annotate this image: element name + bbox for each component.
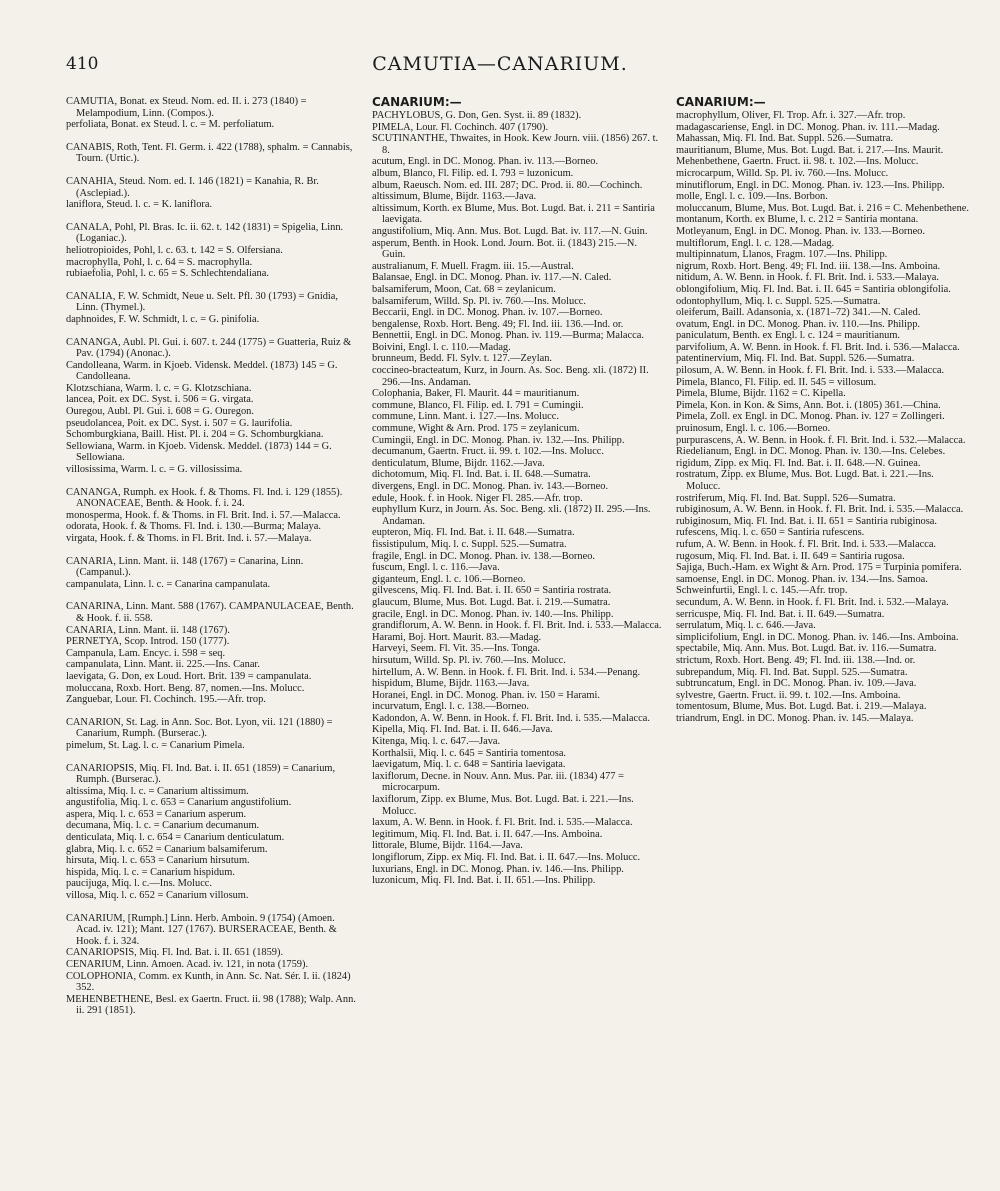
entry-line: nigrum, Roxb. Hort. Beng. 49; Fl. Ind. iii. 138.—Ins. Amboina. <box>676 260 941 272</box>
entry-line: simplicifolium, Engl. in DC. Monog. Phan. iv. 146.—Ins. Amboina. <box>676 631 959 643</box>
entry-line: CANALA, Pohl, Pl. Bras. Ic. ii. 62. t. 142 (1831) = Spigelia, Linn. (Loganiac.). <box>66 221 344 245</box>
entry-group <box>66 601 358 705</box>
entry-line: campanulata, Linn. Mant. ii. 225.—Ins. Canar. <box>66 659 260 671</box>
entry-line: perfoliata, Bonat. ex Steud. l. c. = M. perfoliatum. <box>66 119 275 131</box>
entry-line: hispidum, Blume, Bijdr. 1163.—Java. <box>372 678 530 690</box>
entry-line: gilvescens, Miq. Fl. Ind. Bat. i. II. 650 = Santiria rostrata. <box>372 585 612 597</box>
entry-line: laevigata, G. Don, ex Loud. Hort. Brit. 139 = campanulata. <box>66 670 312 682</box>
entry-group <box>66 717 358 752</box>
entry-line: MEHENBETHENE, Besl. ex Gaertn. Fruct. ii. 98 (1788); Walp. Ann. ii. 291 (1851). <box>66 993 356 1017</box>
entry-line: incurvatum, Engl. l. c. 138.—Borneo. <box>372 701 529 713</box>
entry-line: euphyllum Kurz, in Journ. As. Soc. Beng. xli. (1872) II. 295.—Ins. Andaman. <box>372 504 651 527</box>
entry-line: minutiflorum, Engl. in DC. Monog. Phan. iv. 123.—Ins. Philipp. <box>676 179 945 191</box>
entry-line: Beccarii, Engl. in DC. Monog. Phan. iv. 107.—Borneo. <box>372 307 603 319</box>
entry-line: montanum, Korth. ex Blume, l. c. 212 = Santiria montana. <box>676 214 919 226</box>
entry-line: Riedelianum, Engl. in DC. Monog. Phan. iv. 130.—Ins. Celebes. <box>676 446 946 458</box>
entry-line: daphnoides, F. W. Schmidt, l. c. = G. pinifolia. <box>66 313 260 325</box>
entry-line: littorale, Blume, Bijdr. 1164.—Java. <box>372 840 523 852</box>
entry-line: pilosum, A. W. Benn. in Hook. f. Fl. Brit. Ind. i. 533.—Malacca. <box>676 365 945 377</box>
entry-line: fissistipulum, Miq. l. c. Suppl. 525.—Sumatra. <box>372 538 567 550</box>
entry-line: altissima, Miq. l. c. = Canarium altissimum. <box>66 785 249 797</box>
entry-line: PERNETYA, Scop. Introd. 150 (1777). <box>66 636 230 648</box>
entry-line: PIMELA, Lour. Fl. Cochinch. 407 (1790). <box>372 121 549 133</box>
entry-line: moluccanum, Blume, Mus. Bot. Lugd. Bat. i. 216 = C. Mehenbethene. <box>676 202 970 214</box>
entry-line: rubiginosum, A. W. Benn. in Hook. f. Fl. Brit. Ind. i. 535.—Malacca. <box>676 504 964 516</box>
entry-line: balsamiferum, Willd. Sp. Pl. iv. 760.—Ins. Molucc. <box>372 295 587 307</box>
entry-line: hirsutum, Willd. Sp. Pl. iv. 760.—Ins. Molucc. <box>372 654 566 666</box>
entry-line: virgata, Hook. f. & Thoms. in Fl. Brit. Ind. i. 57.—Malaya. <box>66 533 312 544</box>
entry-line: coccineo-bracteatum, Kurz, in Journ. As. Soc. Beng. xli. (1872) II. 296.—Ins. Andaman. <box>372 365 649 388</box>
entry-line: Bennettii, Engl. in DC. Monog. Phan. iv. 119.—Burma; Malacca. <box>372 330 644 342</box>
entry-line: Sellowiana, Warm. in Kjoeb. Vidensk. Meddel. (1873) 144 = G. Sellowiana. <box>66 440 332 464</box>
entry-line: multiflorum, Engl. l. c. 128.—Madag. <box>676 237 835 249</box>
entry-line: oblongifolium, Miq. Fl. Ind. Bat. i. II. 645 = Santiria oblongifolia. <box>676 283 951 295</box>
entry-line: ovatum, Engl. in DC. Monog. Phan. iv. 110.—Ins. Philipp. <box>676 318 920 330</box>
entry-line: Klotzschiana, Warm. l. c. = G. Klotzschiana. <box>66 382 252 394</box>
entry-line: Harveyi, Seem. Fl. Vit. 35.—Ins. Tonga. <box>372 643 540 655</box>
entry-group <box>66 763 358 902</box>
entry-line: pseudolancea, Poit. ex DC. Syst. i. 507 = G. laurifolia. <box>66 417 293 429</box>
entry-line: Campanula, Lam. Encyc. i. 598 = seq. <box>66 647 226 659</box>
entry-line: Candolleana, Warm. in Kjoeb. Vidensk. Meddel. (1873) 145 = G. Candolleana. <box>66 359 338 383</box>
entry-line: fuscum, Engl. l. c. 116.—Java. <box>372 562 500 574</box>
entry-line: acutum, Engl. in DC. Monog. Phan. iv. 113.—Borneo. <box>372 156 599 168</box>
entry-line: rufum, A. W. Benn. in Hook. f. Fl. Brit. Ind. i. 533.—Malacca. <box>676 538 937 550</box>
entry-line: SCUTINANTHE, Thwaites, in Hook. Kew Journ. viii. (1856) 267. t. 8. <box>372 133 659 156</box>
entry-line: microcarpum, Willd. Sp. Pl. iv. 760.—Ins. Molucc. <box>676 167 889 179</box>
entry-group <box>66 96 358 131</box>
entry-line: Mehenbethene, Gaertn. Fruct. ii. 98. t. 102.—Ins. Molucc. <box>676 156 919 168</box>
entry-line: rubiginosum, Miq. Fl. Ind. Bat. i. II. 651 = Santiria rubiginosa. <box>676 515 937 527</box>
entry-line: Cumingii, Engl. in DC. Monog. Phan. iv. 132.—Ins. Philipp. <box>372 434 625 446</box>
entry-line: hispida, Miq. l. c. = Canarium hispidum. <box>66 866 235 878</box>
entry-line: rugosum, Miq. Fl. Ind. Bat. i. II. 649 = Santiria rugosa. <box>676 550 905 562</box>
entry-line: macrophyllum, Oliver, Fl. Trop. Afr. i. 327.—Afr. trop. <box>676 110 906 121</box>
entry-line: CANARIA, Linn. Mant. ii. 148 (1767). <box>66 624 230 636</box>
entry-line: spectabile, Miq. Ann. Mus. Bot. Lugd. Bat. iv. 116.—Sumatra. <box>676 643 937 655</box>
entry-line: Pimela, Kon. in Kon. & Sims, Ann. Bot. i. (1805) 361.—China. <box>676 399 941 411</box>
entry-line: odontophyllum, Miq. l. c. Suppl. 525.—Sumatra. <box>676 295 881 307</box>
entry-line: rostratum, Zipp. ex Blume, Mus. Bot. Lugd. Bat. i. 221.—Ins. Molucc. <box>676 469 934 492</box>
entry-line: album, Blanco, Fl. Filip. ed. I. 793 = luzonicum. <box>372 167 574 179</box>
entry-line: mauritianum, Blume, Mus. Bot. Lugd. Bat. i. 217.—Ins. Maurit. <box>676 144 944 156</box>
entry-line: heliotropioides, Pohl, l. c. 63. t. 142 = S. Olfersiana. <box>66 244 283 256</box>
entry-line: hirtellum, A. W. Benn. in Hook. f. Fl. Brit. Ind. i. 534.—Penang. <box>372 666 641 678</box>
entry-line: commune, Blanco, Fl. Filip. ed. I. 791 = Cumingii. <box>372 399 584 411</box>
entry-line: laxiflorum, Zipp. ex Blume, Mus. Bot. Lugd. Bat. i. 221.—Ins. Molucc. <box>372 794 634 817</box>
entry-line: Ouregou, Aubl. Pl. Gui. i. 608 = G. Ouregon. <box>66 406 254 418</box>
entry-line: CANARIOPSIS, Miq. Fl. Ind. Bat. i. II. 651 (1859). <box>66 947 284 959</box>
entry-line: Motleyanum, Engl. in DC. Monog. Phan. iv. 133.—Borneo. <box>676 225 925 237</box>
entry-line: CANARIA, Linn. Mant. ii. 148 (1767) = Canarina, Linn. (Campanul.). <box>66 555 304 579</box>
entry-line: decumana, Miq. l. c. = Canarium decumanum. <box>66 820 260 832</box>
entry-line: CANAHIA, Steud. Nom. ed. I. 146 (1821) = Kanahia, R. Br. (Asclepiad.). <box>66 175 319 199</box>
entry-line: fragile, Engl. in DC. Monog. Phan. iv. 138.—Borneo. <box>372 550 595 562</box>
entry-line: album, Raeusch. Nom. ed. III. 287; DC. Prod. ii. 80.—Cochinch. <box>372 179 643 191</box>
entry-line: Harami, Boj. Hort. Maurit. 83.—Madag. <box>372 631 542 643</box>
entry-line: altissimum, Blume, Bijdr. 1163.—Java. <box>372 191 537 203</box>
page-number: 410 <box>66 54 99 74</box>
entry-line: oleiferum, Baill. Adansonia, x. (1871–72) 341.—N. Caled. <box>676 307 921 319</box>
entry-line: Schomburgkiana, Baill. Hist. Pl. i. 204 = G. Schomburgkiana. <box>66 429 324 441</box>
entry-line: laxum, A. W. Benn. in Hook. f. Fl. Brit. Ind. i. 535.—Malacca. <box>372 817 633 829</box>
entry-line: Pimela, Zoll. ex Engl. in DC. Monog. Phan. iv. 127 = Zollingeri. <box>676 411 945 423</box>
entry-line: sylvestre, Gaertn. Fruct. ii. 99. t. 102.—Ins. Amboina. <box>676 689 901 701</box>
entry-line: nitidum, A. W. Benn. in Hook. f. Fl. Brit. Ind. i. 533.—Malaya. <box>676 272 939 284</box>
column-3-entries <box>676 110 970 724</box>
entry-line: grandiflorum, A. W. Benn. in Hook. f. Fl. Brit. Ind. i. 533.—Malacca. <box>372 620 662 632</box>
entry-line: Sajiga, Buch.-Ham. ex Wight & Arn. Prod. 175 = Turpinia pomifera. <box>676 562 962 574</box>
entry-line: Korthalsii, Miq. l. c. 645 = Santiria tomentosa. <box>372 747 567 759</box>
entry-line: monosperma, Hook. f. & Thoms. in Fl. Brit. Ind. i. 57.—Malacca. <box>66 509 341 521</box>
entry-line: Mahassan, Miq. Fl. Ind. Bat. Suppl. 526.—Sumatra. <box>676 133 894 145</box>
entry-line: Zanguebar, Lour. Fl. Cochinch. 195.—Afr. trop. <box>66 694 266 706</box>
column-3-heading: CANARIUM:— <box>676 95 766 109</box>
entry-line: glaucum, Blume, Mus. Bot. Lugd. Bat. i. 219.—Sumatra. <box>372 596 611 608</box>
entry-line: luzonicum, Miq. Fl. Ind. Bat. i. II. 651.—Ins. Philipp. <box>372 875 596 887</box>
entry-line: Pimela, Blume, Bijdr. 1162 = C. Kipella. <box>676 388 846 400</box>
entry-line: serrulatum, Miq. l. c. 646.—Java. <box>676 620 816 632</box>
entry-line: commune, Wight & Arn. Prod. 175 = zeylanicum. <box>372 423 580 435</box>
entry-line: subrepandum, Miq. Fl. Ind. Bat. Suppl. 525.—Sumatra. <box>676 666 908 678</box>
entry-line: pruinosum, Engl. l. c. 106.—Borneo. <box>676 423 831 435</box>
entry-line: CANARINA, Linn. Mant. 588 (1767). CAMPANULACEAE, Benth. & Hook. f. ii. 558. <box>66 601 354 624</box>
entry-line: molle, Engl. l. c. 109.—Ins. Borbon. <box>676 191 828 203</box>
entry-line: asperum, Benth. in Hook. Lond. Journ. Bot. ii. (1843) 215.—N. Guin. <box>372 237 637 261</box>
entry-group <box>66 222 358 280</box>
entry-group <box>66 176 358 211</box>
entry-line: legitimum, Miq. Fl. Ind. Bat. i. II. 647.—Ins. Amboina. <box>372 828 603 840</box>
entry-line: samoense, Engl. in DC. Monog. Phan. iv. 134.—Ins. Samoa. <box>676 573 928 585</box>
entry-line: balsamiferum, Moon, Cat. 68 = zeylanicum. <box>372 283 556 295</box>
entry-line: commune, Linn. Mant. i. 127.—Ins. Molucc. <box>372 411 560 423</box>
entry-line: Kipella, Miq. Fl. Ind. Bat. i. II. 646.—Java. <box>372 724 553 736</box>
entry-line: CAMUTIA, Bonat. ex Steud. Nom. ed. II. i. 273 (1840) = Melampodium, Linn. (Compos.). <box>66 96 307 119</box>
entry-line: pimelum, St. Lag. l. c. = Canarium Pimela. <box>66 739 245 751</box>
entry-line: serricuspe, Miq. Fl. Ind. Bat. i. II. 649.—Sumatra. <box>676 608 885 620</box>
entry-line: patentinervium, Miq. Fl. Ind. Bat. Suppl. 526.—Sumatra. <box>676 353 915 365</box>
entry-line: secundum, A. W. Benn. in Hook. f. Fl. Brit. Ind. i. 532.—Malaya. <box>676 596 949 608</box>
entry-line: brunneum, Bedd. Fl. Sylv. t. 127.—Zeylan. <box>372 353 552 365</box>
entry-line: CANARIUM, [Rumph.] Linn. Herb. Amboin. 9 (1754) (Amoen. Acad. iv. 121); Mant. 127 (1767). BURSERACEAE, Benth. & Hook. f. i. 324. <box>66 912 337 947</box>
entry-line: divergens, Engl. in DC. Monog. Phan. iv. 143.—Borneo. <box>372 481 609 492</box>
entry-line: angustifolium, Miq. Ann. Mus. Bot. Lugd. Bat. iv. 117.—N. Guin. <box>372 225 648 237</box>
entry-line: CANABIS, Roth, Tent. Fl. Germ. i. 422 (1788), sphalm. = Cannabis, Tourn. (Urtic.). <box>66 141 353 165</box>
entry-group <box>66 487 358 545</box>
entry-line: hirsuta, Miq. l. c. 653 = Canarium hirsutum. <box>66 855 250 867</box>
entry-line: altissimum, Korth. ex Blume, Mus. Bot. Lugd. Bat. i. 211 = Santiria laevigata. <box>372 202 655 226</box>
entry-line: lancea, Poit. ex DC. Syst. i. 506 = G. virgata. <box>66 394 254 406</box>
entry-line: dichotomum, Miq. Fl. Ind. Bat. i. II. 648.—Sumatra. <box>372 469 591 481</box>
entry-line: Pimela, Blanco, Fl. Filip. ed. II. 545 = villosum. <box>676 376 877 388</box>
running-title: CAMUTIA—CANARIUM. <box>372 53 628 75</box>
entry-line: moluccana, Roxb. Hort. Beng. 87, nomen.—Ins. Molucc. <box>66 682 305 694</box>
entry-line: angustifolia, Miq. l. c. 653 = Canarium angustifolium. <box>66 797 292 809</box>
entry-line: rufescens, Miq. l. c. 650 = Santiria rufescens. <box>676 527 865 539</box>
entry-line: madagascariense, Engl. in DC. Monog. Phan. iv. 111.—Madag. <box>676 121 940 133</box>
column-1 <box>66 96 358 1028</box>
entry-line: tomentosum, Blume, Mus. Bot. Lugd. Bat. i. 219.—Malaya. <box>676 701 927 713</box>
column-2-heading: CANARIUM:— <box>372 95 462 109</box>
entry-line: Balansae, Engl. in DC. Monog. Phan. iv. 117.—N. Caled. <box>372 272 612 284</box>
entry-line: CANANGA, Rumph. ex Hook. f. & Thoms. Fl. Ind. i. 129 (1855). ANONACEAE, Benth. & Hook. f. i. 24. <box>66 486 343 510</box>
column-3 <box>676 96 970 724</box>
column-2 <box>372 96 662 887</box>
entry-line: giganteum, Engl. l. c. 106.—Borneo. <box>372 573 526 585</box>
entry-group <box>66 291 358 326</box>
entry-line: CANARION, St. Lag. in Ann. Soc. Bot. Lyon, vii. 121 (1880) = Canarium, Rumph. (Burserac.). <box>66 716 333 740</box>
entry-line: CANARIOPSIS, Miq. Fl. Ind. Bat. i. II. 651 (1859) = Canarium, Rumph. (Burserac.). <box>66 762 336 786</box>
entry-group <box>66 556 358 591</box>
entry-line: subtruncatum, Engl. in DC. Monog. Phan. iv. 109.—Java. <box>676 678 917 690</box>
entry-line: rostriferum, Miq. Fl. Ind. Bat. Suppl. 526—Sumatra. <box>676 492 896 504</box>
column-2-entries <box>372 110 662 887</box>
entry-line: parvifolium, A. W. Benn. in Hook. f. Fl. Brit. Ind. i. 536.—Malacca. <box>676 341 960 353</box>
entry-line: Horanei, Engl. in DC. Monog. Phan. iv. 150 = Harami. <box>372 689 600 701</box>
entry-line: glabra, Miq. l. c. 652 = Canarium balsamiferum. <box>66 843 268 855</box>
entry-line: laxiflorum, Decne. in Nouv. Ann. Mus. Par. iii. (1834) 477 = microcarpum. <box>372 770 624 794</box>
entry-group <box>66 142 358 165</box>
entry-line: Kitenga, Miq. l. c. 647.—Java. <box>372 736 501 748</box>
entry-line: aspera, Miq. l. c. 653 = Canarium asperum. <box>66 808 247 820</box>
entry-line: longiflorum, Zipp. ex Miq. Fl. Ind. Bat. i. II. 647.—Ins. Molucc. <box>372 852 641 863</box>
entry-line: luxurians, Engl. in DC. Monog. Phan. iv. 146.—Ins. Philipp. <box>372 863 624 875</box>
entry-line: CANANGA, Aubl. Pl. Gui. i. 607. t. 244 (1775) = Guatteria, Ruiz & Pav. (1794) (Anonac.). <box>66 336 352 360</box>
entry-line: PACHYLOBUS, G. Don, Gen. Syst. ii. 89 (1832). <box>372 110 582 121</box>
entry-line: paniculatum, Benth. ex Engl. l. c. 124 = mauritianum. <box>676 330 901 342</box>
entry-group <box>66 337 358 476</box>
entry-line: paucijuga, Miq. l. c.—Ins. Molucc. <box>66 878 213 890</box>
entry-line: purpurascens, A. W. Benn. in Hook. f. Fl. Brit. Ind. i. 532.—Malacca. <box>676 434 966 446</box>
entry-line: strictum, Roxb. Hort. Beng. 49; Fl. Ind. iii. 138.—Ind. or. <box>676 654 916 666</box>
entry-line: decumanum, Gaertn. Fruct. ii. 99. t. 102.—Ins. Molucc. <box>372 446 605 458</box>
entry-line: CENARIUM, Linn. Amoen. Acad. iv. 121, in nota (1759). <box>66 959 309 970</box>
entry-line: multipinnatum, Llanos, Fragm. 107.—Ins. Philipp. <box>676 249 888 261</box>
entry-line: Boivini, Engl. l. c. 110.—Madag. <box>372 341 511 353</box>
entry-line: villosissima, Warm. l. c. = G. villosissima. <box>66 464 243 476</box>
entry-line: australianum, F. Muell. Fragm. iii. 15.—Austral. <box>372 260 574 272</box>
entry-line: campanulata, Linn. l. c. = Canarina campanulata. <box>66 578 271 590</box>
entry-line: denticulata, Miq. l. c. 654 = Canarium denticulatum. <box>66 832 285 844</box>
entry-line: eupteron, Miq. Fl. Ind. Bat. i. II. 648.—Sumatra. <box>372 527 575 539</box>
entry-line: CANALIA, F. W. Schmidt, Neue u. Selt. Pfl. 30 (1793) = Gnidia, Linn. (Thymel.). <box>66 290 338 314</box>
entry-line: denticulatum, Blume, Bijdr. 1162.—Java. <box>372 457 545 469</box>
entry-line: villosa, Miq. l. c. 652 = Canarium villosum. <box>66 890 249 902</box>
entry-line: bengalense, Roxb. Hort. Beng. 49; Fl. Ind. iii. 136.—Ind. or. <box>372 318 624 330</box>
entry-group <box>66 913 358 1017</box>
entry-line: laevigatum, Miq. l. c. 648 = Santiria laevigata. <box>372 759 566 771</box>
entry-line: rigidum, Zipp. ex Miq. Fl. Ind. Bat. i. II. 648.—N. Guinea. <box>676 457 921 469</box>
entry-line: laniflora, Steud. l. c. = K. laniflora. <box>66 199 213 211</box>
entry-line: Colophania, Baker, Fl. Maurit. 44 = mauritianum. <box>372 388 580 400</box>
entry-line: macrophylla, Pohl, l. c. 64 = S. macrophylla. <box>66 256 253 268</box>
entry-line: COLOPHONIA, Comm. ex Kunth, in Ann. Sc. Nat. Sér. I. ii. (1824) 352. <box>66 970 351 994</box>
entry-line: rubiaefolia, Pohl, l. c. 65 = S. Schlechtendaliana. <box>66 268 269 280</box>
entry-line: edule, Hook. f. in Hook. Niger Fl. 285.—Afr. trop. <box>372 492 583 504</box>
entry-line: triandrum, Engl. in DC. Monog. Phan. iv. 145.—Malaya. <box>676 712 914 724</box>
entry-line: odorata, Hook. f. & Thoms. Fl. Ind. i. 130.—Burma; Malaya. <box>66 521 321 533</box>
entry-line: Schweinfurtii, Engl. l. c. 145.—Afr. trop. <box>676 585 848 597</box>
entry-line: Kadondon, A. W. Benn. in Hook. f. Fl. Brit. Ind. i. 535.—Malacca. <box>372 712 650 724</box>
entry-line: gracile, Engl. in DC. Monog. Phan. iv. 140.—Ins. Philipp. <box>372 608 614 620</box>
